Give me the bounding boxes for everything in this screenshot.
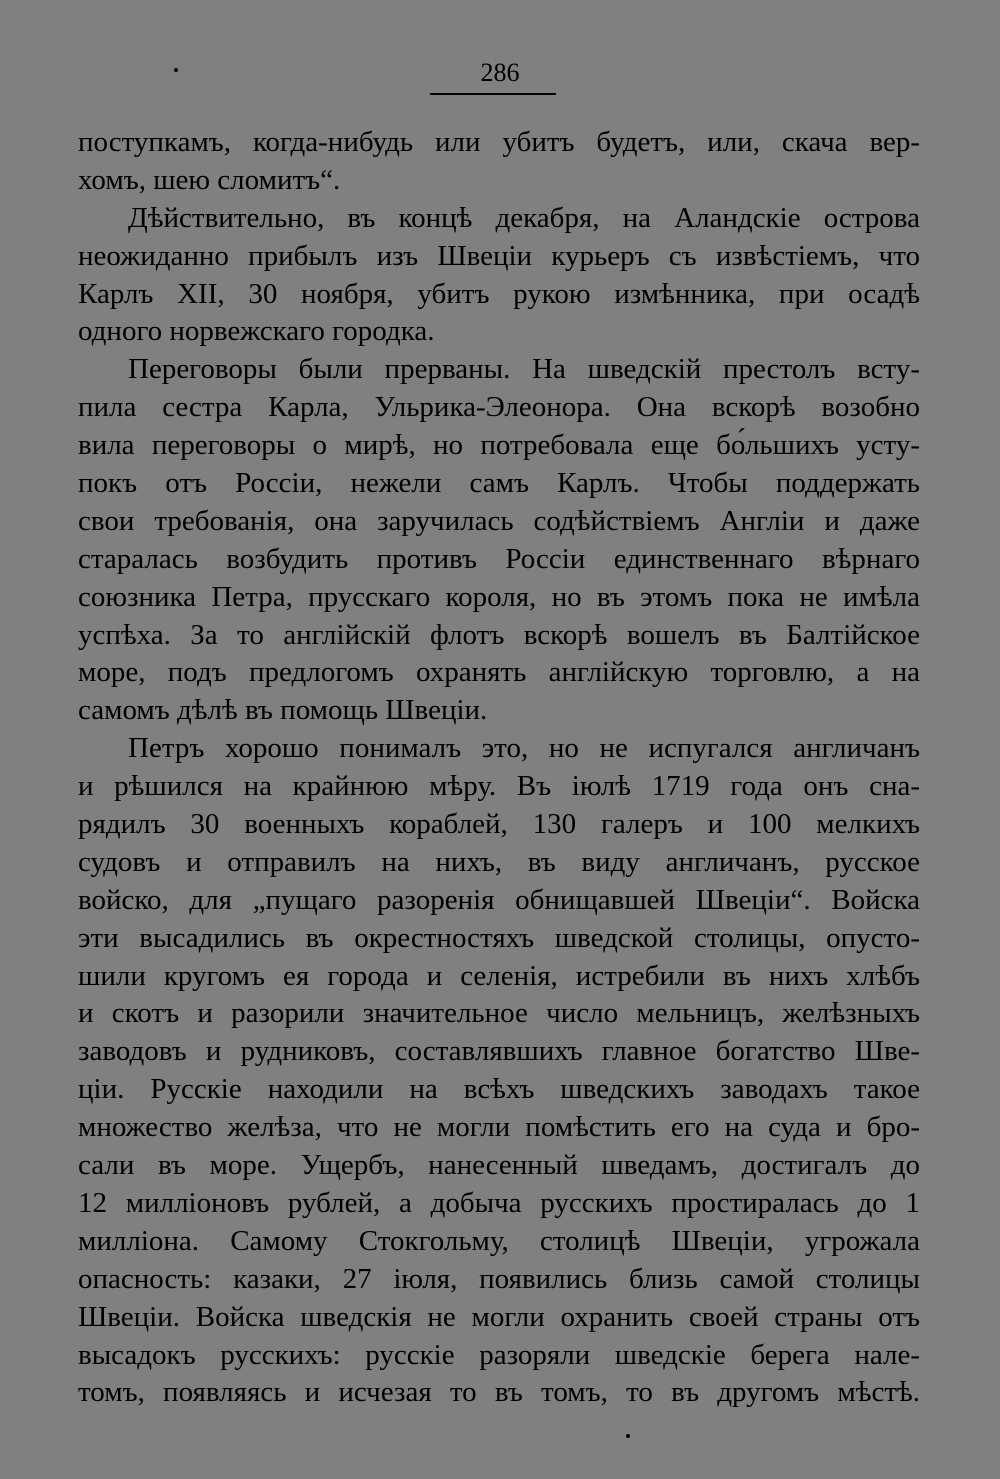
text-line: томъ, появляясь и исчезая то въ томъ, то въ другомъ мѣстѣ. <box>78 1376 920 1409</box>
text-line: Дѣйствительно, въ концѣ декабря, на Аландскіе острова <box>128 201 920 234</box>
text-line: заводовъ и рудниковъ, составлявшихъ главное богатство Шве- <box>78 1035 920 1068</box>
text-line: море, подъ предлогомъ охранять англійскую торговлю, а на <box>78 656 920 689</box>
text-line: покъ отъ Россіи, нежели самъ Карлъ. Чтобы поддержать <box>78 467 920 500</box>
text-line: Швеціи. Войска шведскія не могли охранить своей страны отъ <box>78 1300 920 1333</box>
text-line: множество желѣза, что не могли помѣстить его на суда и бро- <box>78 1111 920 1144</box>
page-number-rule <box>430 93 556 95</box>
text-line: старалась возбудить противъ Россіи единственнаго вѣрнаго <box>78 542 920 575</box>
text-line: Карлъ XII, 30 ноября, убитъ рукою измѣнника, при осадѣ <box>78 277 920 310</box>
text-line: хомъ, шею сломитъ“. <box>78 163 341 196</box>
text-line: высадокъ русскихъ: русскіе разоряли шведскіе берега нале- <box>78 1338 920 1371</box>
text-line: сали въ море. Ущербъ, нанесенный шведамъ, достигалъ до <box>78 1149 920 1182</box>
text-line: неожиданно прибылъ изъ Швеціи курьеръ съ извѣстіемъ, что <box>78 239 920 272</box>
text-line: войско, для „пущаго разоренія обнищавшей Швеціи“. Войска <box>78 883 920 916</box>
print-speck <box>174 68 178 72</box>
text-line: вила переговоры о мирѣ, но потребовала еще бо́льшихъ усту- <box>78 429 920 462</box>
text-line: свои требованія, она заручилась содѣйствіемъ Англіи и даже <box>78 504 920 537</box>
print-speck <box>626 1434 630 1438</box>
text-line: поступкамъ, когда-нибудь или убитъ будетъ, или, скача вер- <box>78 126 920 158</box>
text-line: одного норвежскаго городка. <box>78 315 435 348</box>
text-line: союзника Петра, прусскаго короля, но въ этомъ пока не имѣла <box>78 580 920 613</box>
text-line: шили кругомъ ея города и селенія, истребили въ нихъ хлѣбъ <box>78 959 920 992</box>
text-line: пила сестра Карла, Ульрика-Элеонора. Она вскорѣ возобно <box>78 391 920 424</box>
text-line: милліона. Самому Стокгольму, столицѣ Швеціи, угрожала <box>78 1224 920 1257</box>
text-line: и рѣшился на крайнюю мѣру. Въ іюлѣ 1719 года онъ сна- <box>78 770 920 803</box>
text-line: Петръ хорошо понималъ это, но не испугался англичанъ <box>128 732 920 765</box>
text-line: рядилъ 30 военныхъ кораблей, 130 галеръ и 100 мелкихъ <box>78 808 920 841</box>
text-line: судовъ и отправилъ на нихъ, въ виду англичанъ, русское <box>78 845 920 878</box>
text-line: успѣха. За то англійскій флотъ вскорѣ вошелъ въ Балтійское <box>78 618 920 651</box>
text-body <box>78 124 920 1412</box>
text-line: и скотъ и разорили значительное число мельницъ, желѣзныхъ <box>78 997 920 1030</box>
text-line: Переговоры были прерваны. На шведскій престолъ всту- <box>128 353 920 386</box>
page-number: 286 <box>480 58 520 87</box>
text-line: опасность: казаки, 27 іюля, появились близь самой столицы <box>78 1262 920 1295</box>
text-line: самомъ дѣлѣ въ помощь Швеціи. <box>78 694 488 727</box>
text-line: 12 милліоновъ рублей, а добыча русскихъ простиралась до 1 <box>78 1186 920 1219</box>
text-line: ціи. Русскіе находили на всѣхъ шведскихъ заводахъ такое <box>78 1073 920 1106</box>
text-line: эти высадились въ окрестностяхъ шведской столицы, опусто- <box>78 921 920 954</box>
